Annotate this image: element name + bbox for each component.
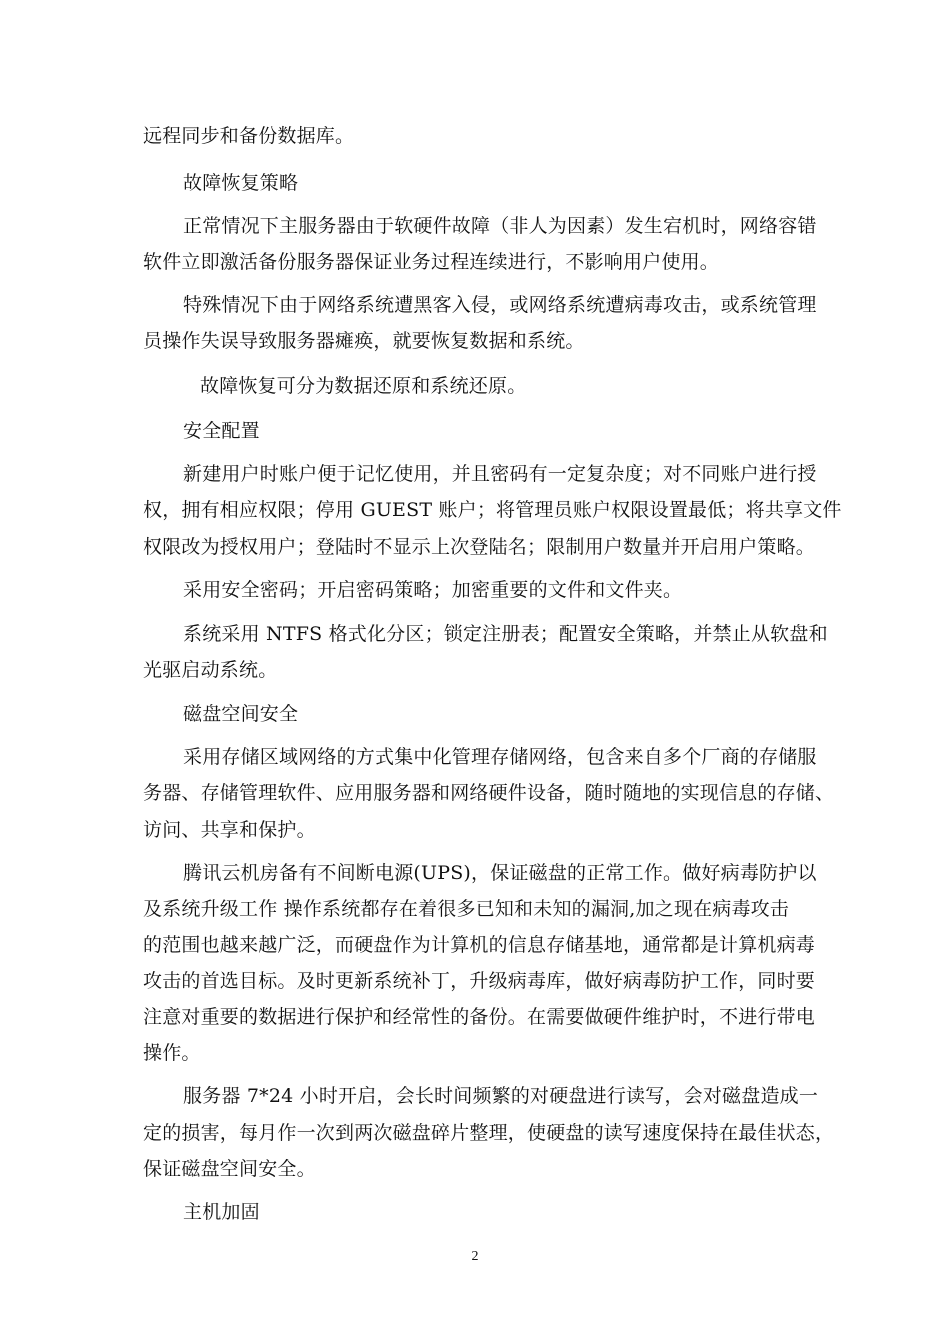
text-line: 系统采用 NTFS 格式化分区；锁定注册表；配置安全策略，并禁止从软盘和: [183, 623, 828, 645]
text-line: 采用安全密码；开启密码策略；加密重要的文件和文件夹。: [183, 579, 683, 601]
text-line: 软件立即激活备份服务器保证业务过程连续进行，不影响用户使用。: [143, 251, 720, 273]
text-line: 新建用户时账户便于记忆使用，并且密码有一定复杂度；对不同账户进行授: [183, 463, 817, 485]
section-heading: 安全配置: [183, 420, 260, 442]
text-line: 腾讯云机房备有不间断电源(UPS)，保证磁盘的正常工作。做好病毒防护以: [183, 862, 817, 884]
text-line: 故障恢复可分为数据还原和系统还原。: [200, 375, 527, 397]
page-number: 2: [471, 1249, 479, 1264]
section-heading: 主机加固: [183, 1201, 260, 1223]
text-line: 远程同步和备份数据库。: [143, 125, 355, 147]
text-line: 保证磁盘空间安全。: [143, 1158, 316, 1180]
text-line: 访问、共享和保护。: [143, 819, 316, 841]
text-line: 特殊情况下由于网络系统遭黑客入侵，或网络系统遭病毒攻击，或系统管理: [183, 294, 817, 316]
text-line: 注意对重要的数据进行保护和经常性的备份。在需要做硬件维护时，不进行带电: [143, 1006, 816, 1028]
text-line: 权限改为授权用户；登陆时不显示上次登陆名；限制用户数量并开启用户策略。: [143, 536, 816, 558]
text-line: 及系统升级工作 操作系统都存在着很多已知和未知的漏洞,加之现在病毒攻击: [143, 898, 790, 920]
section-heading: 故障恢复策略: [183, 172, 299, 194]
text-line: 定的损害，每月作一次到两次磁盘碎片整理，使硬盘的读写速度保持在最佳状态，: [143, 1122, 835, 1144]
section-heading: 磁盘空间安全: [183, 703, 299, 725]
text-line: 采用存储区域网络的方式集中化管理存储网络，包含来自多个厂商的存储服: [183, 746, 817, 768]
text-line: 务器、存储管理软件、应用服务器和网络硬件设备，随时随地的实现信息的存储、: [143, 782, 835, 804]
text-line: 员操作失误导致服务器瘫痪，就要恢复数据和系统。: [143, 330, 585, 352]
text-line: 服务器 7*24 小时开启，会长时间频繁的对硬盘进行读写，会对磁盘造成一: [183, 1085, 819, 1107]
text-line: 正常情况下主服务器由于软硬件故障（非人为因素）发生宕机时，网络容错: [183, 215, 817, 237]
text-line: 光驱启动系统。: [143, 659, 278, 681]
text-line: 攻击的首选目标。及时更新系统补丁，升级病毒库，做好病毒防护工作，同时要: [143, 970, 816, 992]
text-line: 操作。: [143, 1042, 201, 1064]
text-line: 的范围也越来越广泛，而硬盘作为计算机的信息存储基地，通常都是计算机病毒: [143, 934, 816, 956]
text-line: 权，拥有相应权限；停用 GUEST 账户；将管理员账户权限设置最低；将共享文件: [143, 499, 842, 521]
